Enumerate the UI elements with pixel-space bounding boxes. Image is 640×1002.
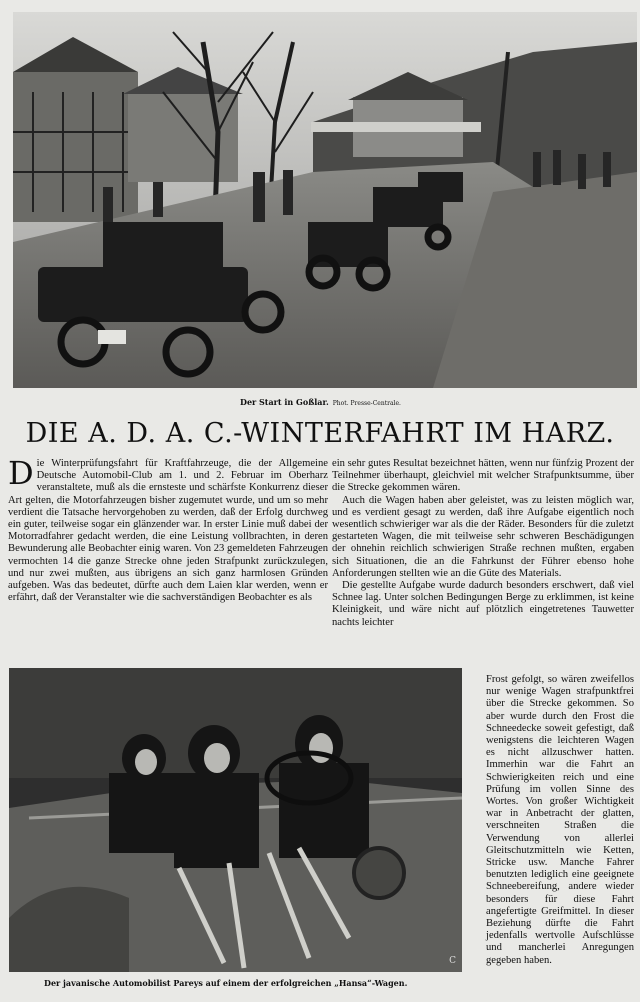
- column-left: [8, 454, 328, 604]
- right-paragraph-1: ein sehr gutes Resultat bezeichnet hätten, wenn nur fünfzig Prozent der Teilnehmer überhaupt, gleichviel mit welcher Strafpunktsumme, über die Strecke gekommen wären.: [332, 458, 634, 494]
- article-headline: DIE A. D. A. C.-WINTERFAHRT IM HARZ.: [25, 418, 615, 449]
- street-scene-image: [13, 12, 637, 388]
- top-photo-caption: [240, 397, 401, 407]
- right-paragraph-2: Auch die Wagen haben aber geleistet, was zu leisten möglich war, und es verdient gesagt zu werden, daß ihre Aufgabe eigentlich noch wesentlich schwieriger war als die der Räder. Besonders für die zuletzt gestarteten Wagen, die mit teilweise sehr schweren Beschädigungen der ohnehin reichlich schwierigen Straße rechnen mußten, ergaben sich Situationen, die an die Fahrkunst der Führer ebenso hohe Anforderungen stellten wie an die Güte des Materials.: [332, 494, 634, 579]
- drop-cap-letter: D: [8, 454, 34, 492]
- top-photo-start-goslar: [13, 12, 637, 388]
- left-paragraph-1: ie Winterprüfungsfahrt für Kraftfahrzeuge, die der Allgemeine Deutsche Automobil-Club am 1. und 2. Februar im Oberharz veranstaltete, muß als die ernsteste und schärfste Konkurrenz dieser Art gelten, die Motorfahrzeugen bisher zugemutet wurde, und um so mehr verdient die Tatsache hervorgehoben zu werden, daß der Erfolg durchweg ein guter, teilweise sogar ein glänzender war. In erster Linie muß dabei der Motorradfahrer gedacht werden, die eine Leistung vollbrachten, in deren Bewunderung alle Beobachter einig waren. Von 23 gemeldeten Fahrzeugen vermochten 14 die ganze Strecke ohne jeden Strafpunkt zurückzulegen, und nur zwei mußten, aus übrigens an sich ganz harmlosen Gründen aufgeben. Was das bedeutet, dürfte auch dem Laien klar werden, wenn er erfährt, daß der Veranstalter wie die sachverständigen Beobachter es als: [8, 458, 328, 604]
- bottom-photo-caption: Der javanische Automobilist Pareys auf einem der erfolgreichen „Hansa“-Wagen.: [44, 978, 408, 988]
- photo-credit: Phot. Presse-Centrale.: [332, 400, 401, 407]
- caption-text: Der Start in Goßlar.: [240, 397, 329, 407]
- column-narrow: [486, 674, 634, 967]
- right-paragraph-3: Die gestellte Aufgabe wurde dadurch besonders erschwert, daß viel Schnee lag. Unter solchen Bedingungen Berge zu erklimmen, ist keine Kleinigkeit, und wäre nicht auf plötzlich eingetretenes Tauwetter nachts leichter: [332, 580, 634, 628]
- plate-mark: C: [449, 956, 456, 966]
- car-portrait-image: [9, 668, 462, 972]
- column-right: [332, 458, 634, 629]
- bottom-photo-hansa-car: [9, 668, 462, 972]
- narrow-paragraph: Frost gefolgt, so wären zweifellos nur wenige Wagen strafpunktfrei über die Strecke gekommen. So aber wurde durch den Frost die Schneedecke soweit gefestigt, daß wenigstens die leichteren Wagen es nicht allzuschwer hatten. Immerhin war die Fahrt an Schwierigkeiten reich und eine Prüfung im vollen Sinne des Wortes. Von großer Wichtigkeit war in Anbetracht der glatten, verschneiten Straßen die Verwendung von allerlei Gleitschutzmitteln wie Ketten, Stricke usw. Manche Fahrer benutzten lediglich eine geeignete Schneebereifung, andere wieder besonders für diese Fahrt angefertigte Greifmittel. In dieser Beziehung dürfte die Fahrt jedenfalls wertvolle Aufschlüsse und mancherlei Anregungen gegeben haben.: [486, 674, 634, 966]
